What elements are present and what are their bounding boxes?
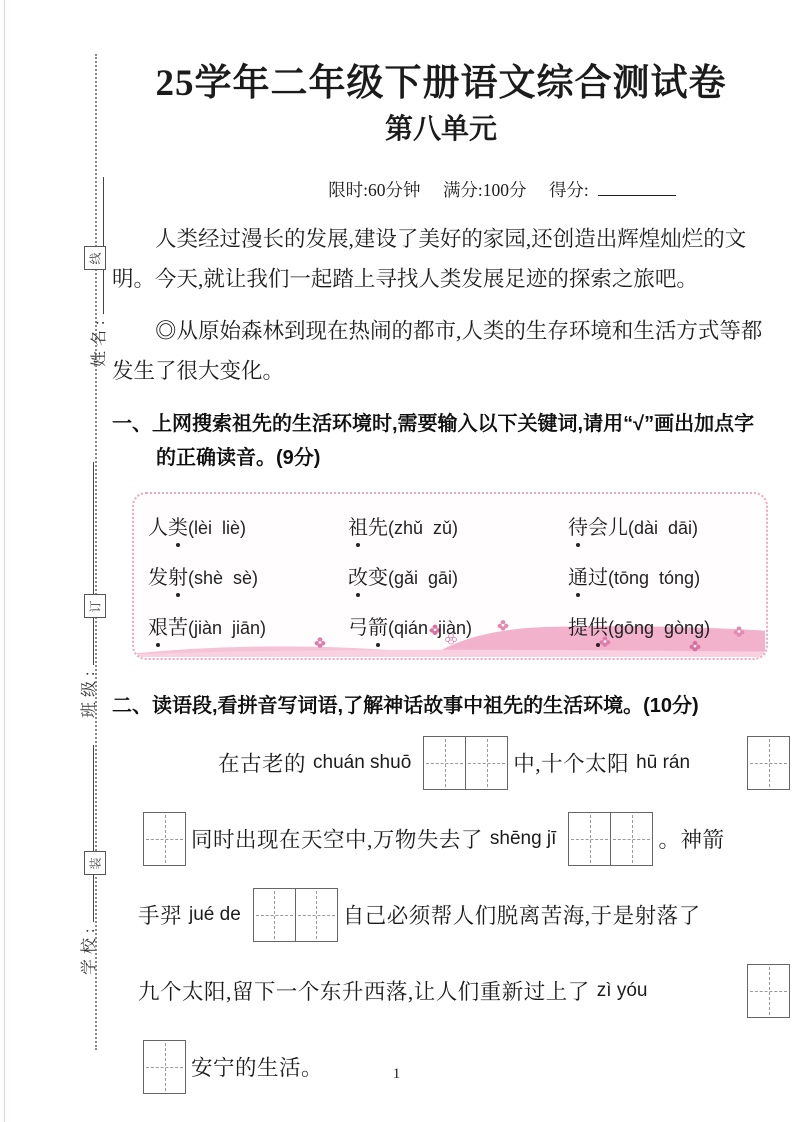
time-limit-label: 限时:60分钟 [328, 179, 421, 200]
pinyin-options[interactable]: (qián jiàn) [388, 617, 473, 638]
keyword-grid [134, 494, 766, 640]
dotted-char: 待 [568, 511, 588, 540]
binding-char: 装 [88, 856, 103, 870]
keyword-word [148, 567, 188, 589]
passage-line [138, 734, 770, 791]
score-blank-field[interactable] [598, 179, 676, 196]
word-char: 提 [568, 616, 588, 639]
sidebar-field-label: 班级: [80, 666, 98, 718]
keyword-item [348, 611, 568, 640]
scan-edge-line [4, 0, 5, 1122]
word-char: 儿 [608, 516, 628, 539]
pinyin-hint: shēng jī [489, 827, 557, 849]
writing-cell[interactable] [143, 812, 186, 866]
pinyin-options[interactable]: (gōng gòng) [608, 617, 711, 638]
writing-box[interactable] [143, 812, 186, 866]
keyword-word [568, 617, 608, 639]
dotted-char: 改 [348, 561, 368, 590]
dotted-char: 艰 [148, 611, 168, 640]
sidebar-field-blank[interactable] [80, 462, 94, 665]
word-char: 发 [148, 566, 168, 589]
intro-section [112, 220, 770, 392]
keyword-item [568, 511, 766, 540]
main-content [112, 62, 770, 1095]
pinyin-options[interactable]: (tōng tóng) [608, 567, 701, 588]
keyword-item [348, 511, 568, 540]
pinyin-options[interactable]: (dài dāi) [628, 517, 699, 538]
keyword-item [148, 561, 348, 590]
intro-paragraph-2: ◎从原始森林到现在热闹的都市,人类的生存环境和生活方式等都发生了很大变化。 [112, 319, 763, 384]
writing-box[interactable] [253, 888, 338, 942]
dotted-char: 通 [568, 561, 588, 590]
passage-text: 。神箭 [658, 828, 725, 853]
pinyin-options[interactable]: (jiàn jiān) [188, 617, 267, 638]
binding-char-box [84, 851, 106, 875]
word-char: 先 [368, 516, 388, 539]
keyword-word [348, 517, 388, 539]
dotted-char: 祖 [348, 511, 368, 540]
page-number: 1 [392, 1066, 401, 1082]
writing-cell[interactable] [253, 888, 296, 942]
dotted-char: 射 [168, 561, 188, 590]
keyword-item [148, 511, 348, 540]
pinyin-hint: chuán shuō [313, 751, 412, 773]
writing-cell[interactable] [611, 812, 653, 866]
unit-subtitle: 第八单元 [384, 114, 497, 146]
passage-text: 安宁的生活。 [191, 1056, 324, 1081]
passage-text: 手羿 [138, 904, 183, 929]
question1-heading: 一、上网搜索祖先的生活环境时,需要输入以下关键词,请用“√”画出加点字的正确读音。(9分) [112, 412, 755, 470]
keyword-word [148, 617, 188, 639]
passage-line [138, 962, 770, 1019]
keyword-word [148, 517, 188, 539]
question2-heading: 二、读语段,看拼音写词语,了解神话故事中祖先的生活环境。(10分) [112, 694, 699, 717]
passage-text: 九个太阳,留下一个东升西落,让人们重新过上了 [138, 980, 590, 1005]
keyword-word [568, 567, 608, 589]
pinyin-options[interactable]: (zhǔ zǔ) [388, 517, 459, 538]
passage-text: 自己必须帮人们脱离苦海,于是射落了 [342, 904, 701, 929]
passage-text: 在古老的 [218, 752, 307, 777]
keyword-word [348, 617, 388, 639]
keyword-item [568, 611, 766, 640]
passage-text: 中,十个太阳 [513, 752, 630, 777]
writing-box[interactable] [568, 812, 653, 866]
passage-line [138, 886, 770, 943]
writing-cell[interactable] [466, 736, 508, 790]
keyword-item [148, 611, 348, 640]
word-char: 变 [368, 566, 388, 589]
pinyin-hint: hū rán [636, 751, 691, 773]
writing-cell[interactable] [568, 812, 611, 866]
keyword-word [568, 517, 628, 539]
pinyin-hint: zì yóu [596, 979, 648, 1001]
sidebar-field-label: 姓名: [90, 315, 108, 367]
dotted-char: 供 [588, 611, 608, 640]
writing-box[interactable] [423, 736, 508, 790]
sidebar-field-blank[interactable] [80, 745, 94, 922]
pinyin-options[interactable]: (shè sè) [188, 567, 259, 588]
word-char: 人 [148, 516, 168, 539]
word-char: 会 [588, 516, 608, 539]
writing-cell[interactable] [423, 736, 466, 790]
passage [138, 734, 770, 1095]
full-score-label: 满分:100分 [442, 179, 527, 200]
writing-cell[interactable] [747, 736, 790, 790]
sidebar-field-name [86, 177, 108, 367]
intro-paragraph-1: 人类经过漫长的发展,建设了美好的家园,还创造出辉煌灿烂的文明。今天,就让我们一起踏上寻找人类发展足迹的探索之旅吧。 [112, 226, 747, 291]
binding-char-box [84, 246, 106, 270]
keyword-item [348, 561, 568, 590]
pinyin-hint: jué de [189, 903, 241, 925]
dotted-char: 类 [168, 511, 188, 540]
writing-box[interactable] [747, 736, 790, 790]
word-char: 苦 [168, 616, 188, 639]
page-title: 25学年二年级下册语文综合测试卷 [155, 63, 727, 104]
keyword-item [568, 561, 766, 590]
exam-meta-line [112, 177, 770, 202]
word-char: 过 [588, 566, 608, 589]
binding-char-box [84, 594, 106, 618]
writing-cell[interactable] [747, 964, 790, 1018]
word-char: 弓 [348, 616, 368, 639]
sidebar-field-class [76, 462, 98, 718]
passage-text: 同时出现在天空中,万物失去了 [191, 828, 483, 853]
pinyin-options[interactable]: (lèi liè) [188, 517, 247, 538]
keyword-panel [132, 492, 768, 660]
dotted-char: 箭 [368, 611, 388, 640]
score-label: 得分: [548, 179, 589, 200]
binding-char: 订 [88, 599, 103, 613]
binding-char: 线 [88, 251, 103, 265]
writing-box[interactable] [747, 964, 790, 1018]
sidebar-field-label: 学校: [80, 923, 98, 975]
writing-cell[interactable] [296, 888, 338, 942]
pinyin-options[interactable]: (gǎi gāi) [388, 567, 459, 588]
passage-line [138, 810, 770, 867]
keyword-word [348, 567, 388, 589]
